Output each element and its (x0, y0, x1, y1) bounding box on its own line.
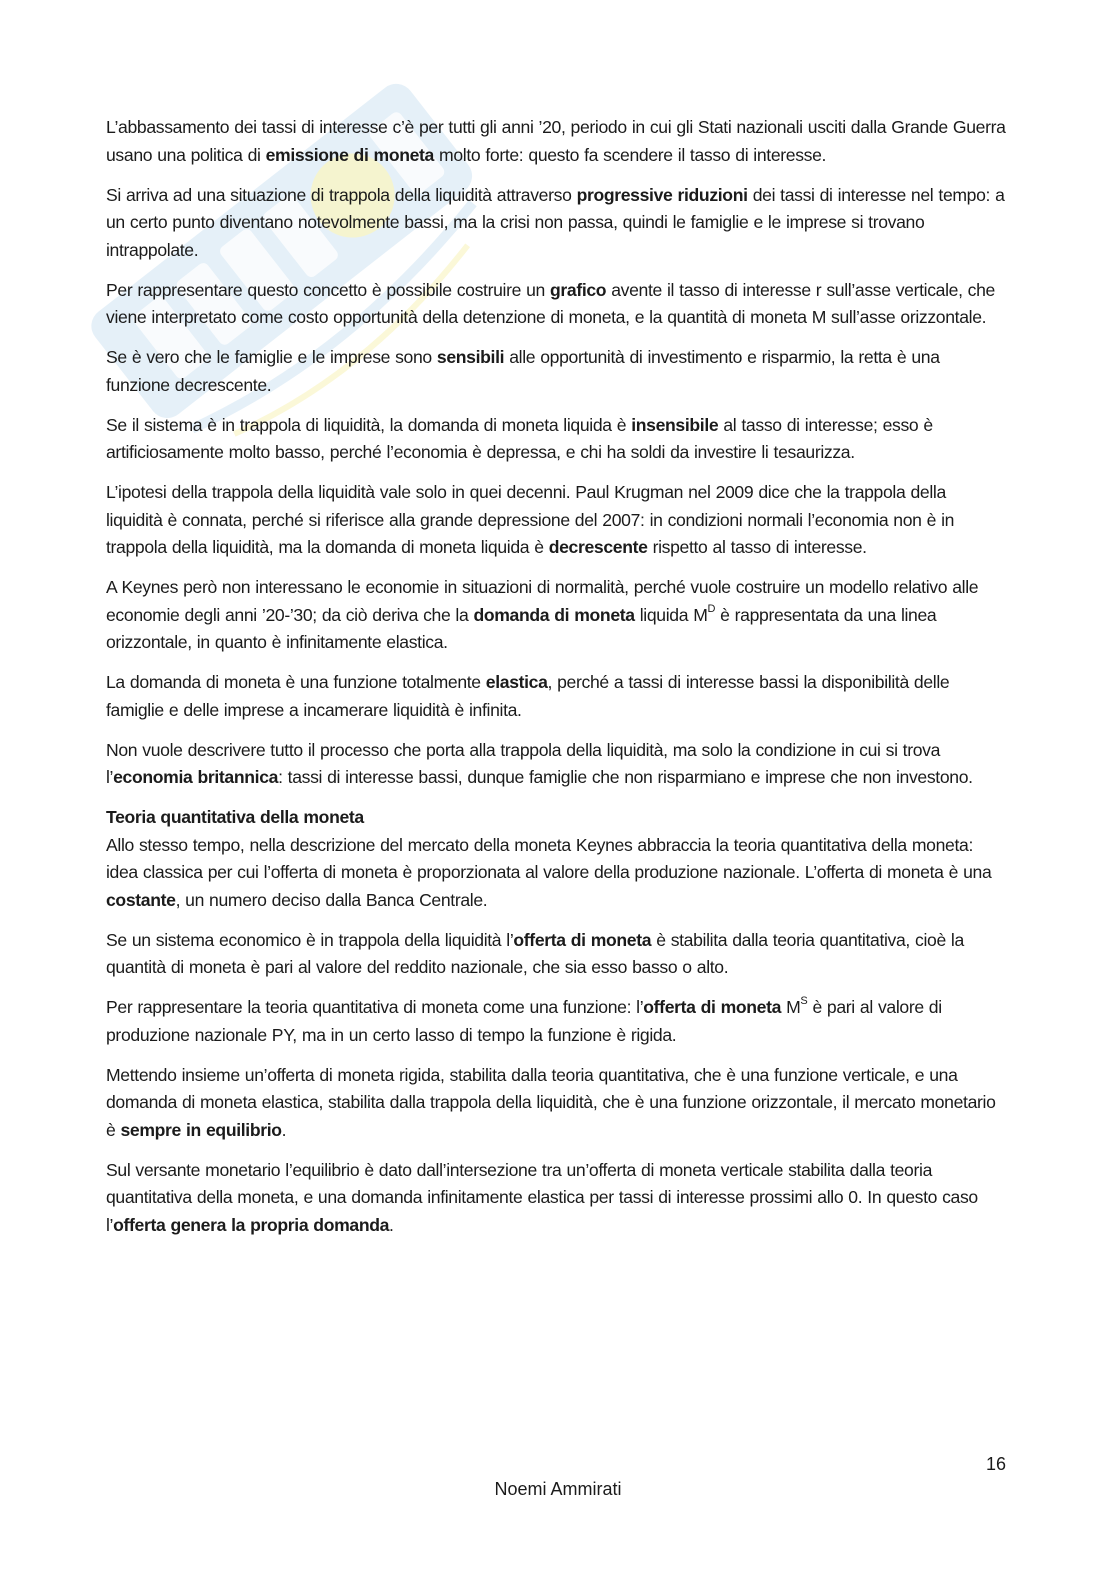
text-run: Non vuole descrivere tutto il processo che porta alla trappola della liquidità, ma solo la condizione in cui si trova l’ (106, 739, 941, 787)
text-run: è stabilita dalla teoria quantitativa, cioè la quantità di moneta è pari al valore del reddito nazionale, che sia esso basso o alto. (106, 929, 964, 977)
text-run: avente il tasso di interesse r sull’asse verticale, che viene interpretato come costo opportunità della detenzione di moneta, e la quantità di moneta M sull’asse orizzontale. (106, 279, 995, 327)
paragraph (106, 479, 1006, 562)
text-run: , perché a tassi di interesse bassi la disponibilità delle famiglie e delle imprese a incamerare liquidità è infinita. (106, 672, 950, 720)
text-run: Se è vero che le famiglie e le imprese sono (106, 347, 437, 367)
paragraph (106, 669, 1006, 724)
bold-term: economia britannica (113, 767, 279, 787)
text-run: , un numero deciso dalla Banca Centrale. (175, 889, 488, 910)
text-run: molto forte: questo fa scendere il tasso di interesse. (434, 144, 827, 165)
section-heading: Teoria quantitativa della moneta (106, 807, 364, 827)
paragraph (106, 182, 1006, 265)
paragraph (106, 344, 1006, 399)
bold-term: grafico (549, 279, 607, 300)
text-run: liquida M (634, 604, 708, 625)
bold-term: costante (106, 889, 176, 910)
text-run: Se un sistema economico è in trappola della liquidità l’ (106, 929, 514, 950)
bold-term: insensibile (631, 414, 719, 435)
text-run: . (281, 1119, 287, 1140)
footer-author: Noemi Ammirati (494, 1479, 622, 1499)
paragraph (106, 277, 1006, 332)
bold-term: offerta genera la propria domanda (113, 1214, 390, 1235)
text-run: alle opportunità di investimento e risparmio, la retta è una funzione decrescente. (106, 347, 940, 395)
text-run: : tassi di interesse bassi, dunque famiglie che non risparmiano e imprese che non investono. (278, 767, 973, 787)
text-run: L’ipotesi della trappola della liquidità vale solo in quei decenni. Paul Krugman nel 2009 dice che la trappola della liquidità è connata, perché si riferisce alla grande depressione del 2007: in condizioni normali l’economia non è in trappola della liquidità, ma la domanda di moneta liquida è (106, 482, 955, 557)
paragraph (106, 994, 1006, 1049)
text-run: Mettendo insieme un’offerta di moneta rigida, stabilita dalla teoria quantitativa, che è una funzione verticale, e una domanda di moneta elastica, stabilita dalla trappola della liquidità, che è una funzione orizzontale, il mercato monetario è (106, 1064, 996, 1140)
bold-term: offerta di moneta (513, 929, 652, 950)
bold-term: offerta di moneta (643, 997, 782, 1017)
text-run: dei tassi di interesse nel tempo: a un certo punto diventano notevolmente bassi, ma la crisi non passa, quindi le famiglie e le imprese si trovano intrappolate. (106, 184, 1005, 260)
text-run: L’abbassamento dei tassi di interesse c’è per tutti gli anni ’20, periodo in cui gli Stati nazionali usciti dalla Grande Guerra usano una politica di (106, 117, 1006, 165)
text-run: Si arriva ad una situazione di trappola della liquidità attraverso (106, 184, 577, 205)
text-run: rispetto al tasso di interesse. (647, 537, 867, 557)
text-run: Se il sistema è in trappola di liquidità, la domanda di moneta liquida è (106, 414, 632, 435)
text-run: A Keynes però non interessano le economie in situazioni di normalità, perché vuole costruire un modello relativo alle economie degli anni ’20-’30; da ciò deriva che la (106, 577, 979, 625)
superscript: S (800, 995, 808, 1008)
text-run: Allo stesso tempo, nella descrizione del mercato della moneta Keynes abbraccia la teoria quantitativa della moneta: idea classica per cui l’offerta di moneta è proporzionata al valore della produzione nazionale. L’offerta di moneta è una (106, 834, 992, 882)
bold-term: emissione di moneta (265, 144, 434, 165)
text-run: M (781, 997, 801, 1017)
paragraph (106, 927, 1006, 982)
superscript: D (707, 602, 716, 615)
bold-term: domanda di moneta (473, 604, 635, 625)
text-run: è rappresentata da una linea orizzontale, in quanto è infinitamente elastica. (106, 604, 937, 652)
bold-term: sensibili (436, 347, 505, 367)
text-run: è pari al valore di produzione nazionale PY, ma in un certo lasso di tempo la funzione è rigida. (106, 997, 942, 1045)
text-run: La domanda di moneta è una funzione totalmente (106, 672, 486, 692)
paragraph (106, 412, 1006, 467)
bold-term: sempre in equilibrio (120, 1119, 282, 1140)
page-number: 16 (985, 1454, 1006, 1474)
paragraph (106, 1157, 1006, 1240)
text-run: Per rappresentare questo concetto è possibile costruire un (106, 279, 550, 300)
paragraph (106, 737, 1006, 792)
paragraph (106, 1062, 1006, 1145)
bold-term: progressive riduzioni (576, 184, 748, 205)
paragraph (106, 804, 1006, 914)
bold-term: elastica (485, 672, 548, 692)
text-run: Per rappresentare la teoria quantitativa di moneta come una funzione: l’ (106, 997, 644, 1017)
text-run: Sul versante monetario l’equilibrio è dato dall’intersezione tra un’offerta di moneta verticale stabilita dalla teoria quantitativa della moneta, e una domanda infinitamente elastica per tassi di interesse prossimi allo 0. In questo caso l’ (106, 1159, 978, 1235)
document-body (106, 114, 1006, 1252)
text-run: al tasso di interesse; esso è artificiosamente molto basso, perché l’economia è depressa, e chi ha soldi da investire li tesaurizza. (106, 414, 933, 462)
text-run: . (389, 1214, 394, 1235)
bold-term: decrescente (548, 537, 648, 557)
paragraph (106, 574, 1006, 657)
paragraph (106, 114, 1006, 169)
